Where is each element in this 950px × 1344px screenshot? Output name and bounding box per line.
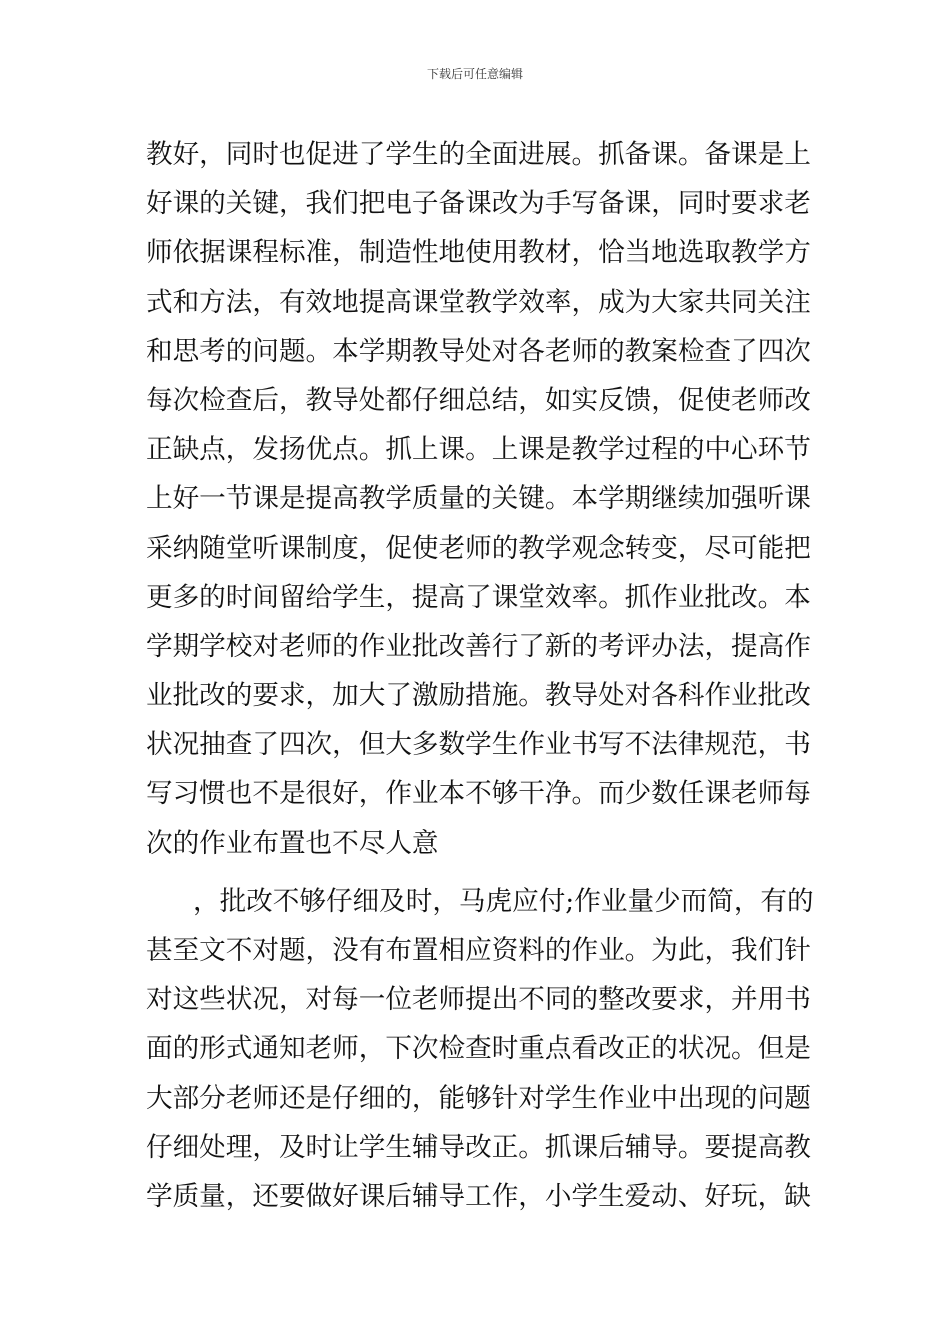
paragraph-2 bbox=[146, 877, 816, 1221]
paragraph-gap bbox=[146, 868, 816, 877]
text-line: 式和方法，有效地提高课堂教学效率，成为大家共同关注 bbox=[146, 286, 811, 318]
text-line: 次的作业布置也不尽人意 bbox=[146, 827, 439, 859]
text-line: 上好一节课是提高教学质量的关键。本学期继续加强听课 bbox=[146, 483, 811, 515]
text-line: 学质量，还要做好课后辅导工作，小学生爱动、好玩，缺 bbox=[146, 1180, 811, 1212]
text-line: 和思考的问题。本学期教导处对各老师的教案检查了四次 bbox=[146, 335, 811, 367]
text-line: 学期学校对老师的作业批改善行了新的考评办法，提高作 bbox=[146, 630, 811, 662]
text-line: 师依据课程标准，制造性地使用教材，恰当地选取教学方 bbox=[146, 237, 811, 269]
text-line: 写习惯也不是很好，作业本不够干净。而少数任课老师每 bbox=[146, 778, 811, 810]
text-line-indented: ，批改不够仔细及时，马虎应付;作业量少而简，有的 bbox=[193, 885, 814, 917]
text-line: 大部分老师还是仔细的，能够针对学生作业中出现的问题 bbox=[146, 1082, 811, 1114]
text-line: 业批改的要求，加大了激励措施。教导处对各科作业批改 bbox=[146, 680, 811, 712]
text-line: 仔细处理，及时让学生辅导改正。抓课后辅导。要提高教 bbox=[146, 1131, 811, 1163]
text-line: 好课的关键，我们把电子备课改为手写备课，同时要求老 bbox=[146, 188, 811, 220]
text-line: 更多的时间留给学生，提高了课堂效率。抓作业批改。本 bbox=[146, 581, 811, 613]
text-line: 对这些状况，对每一位老师提出不同的整改要求，并用书 bbox=[146, 984, 811, 1016]
paragraph-1 bbox=[146, 130, 816, 868]
text-line: 采纳随堂听课制度，促使老师的教学观念转变，尽可能把 bbox=[146, 532, 811, 564]
text-line: 每次检查后，教导处都仔细总结，如实反馈，促使老师改 bbox=[146, 384, 811, 416]
text-line: 面的形式通知老师，下次检查时重点看改正的状况。但是 bbox=[146, 1033, 811, 1065]
text-line: 状况抽查了四次，但大多数学生作业书写不法律规范，书 bbox=[146, 729, 811, 761]
text-line: 正缺点，发扬优点。抓上课。上课是教学过程的中心环节 bbox=[146, 434, 811, 466]
text-line: 教好，同时也促进了学生的全面进展。抓备课。备课是上 bbox=[146, 139, 811, 170]
document-body bbox=[146, 130, 816, 1221]
text-line: 甚至文不对题，没有布置相应资料的作业。为此，我们针 bbox=[146, 935, 811, 966]
page-header: 下载后可任意编辑 bbox=[426, 67, 523, 81]
